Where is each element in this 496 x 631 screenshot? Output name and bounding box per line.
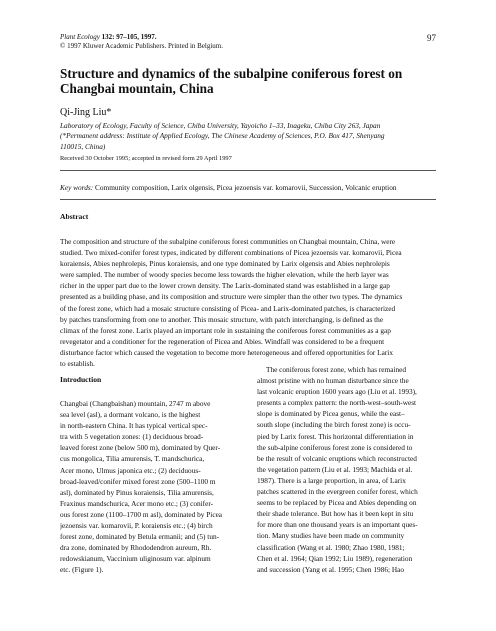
intro-line: cus mongolica, Tilia amurensis, T. mandschurica, (60, 454, 205, 464)
abstract-line: disturbance factor which caused the vegetation to become more heterogeneous and offered opportunities for Larix (60, 347, 393, 357)
intro-line: seems to be replaced by Picea and Abies depending on (257, 498, 417, 508)
page-number: 97 (427, 33, 436, 43)
intro-line: jezoensis var. komarovii, P. koraiensis etc.; (4) birch (60, 521, 213, 531)
article-title: Structure and dynamics of the subalpine coniferous forest on Changbai mountain, China (60, 66, 403, 96)
affiliation-line: Laboratory of Ecology, Faculty of Science, Chiba University, Yayoicho 1–33, Inageku, Chiba City 263, Japan (60, 121, 381, 130)
abstract-line: to establish. (60, 359, 95, 369)
abstract-line: by patches transforming from one to another. This mosaic structure, with patch interchanging, is defined as the (60, 314, 384, 324)
intro-line: slope is dominated by Picea genus, while the east– (257, 409, 405, 419)
affiliation-line: (*Permanent address: Institute of Applied Ecology, The Chinese Academy of Sciences, P.O. Box 417, Shenyang (60, 131, 385, 141)
abstract-line: richer in the upper part due to the lower crown density. The Larix-dominated stand was established in a large gap (60, 281, 390, 291)
abstract-line: of the forest zone, which had a mosaic structure consisting of Picea- and Larix-dominated patches, is characterized (60, 303, 396, 313)
abstract-body (60, 236, 440, 369)
keywords-label: Key words: (60, 183, 94, 192)
received-dates: Received 30 October 1995; accepted in revised form 29 April 1997 (60, 155, 232, 162)
intro-line: Fraxinus mandschurica, Acer mono etc.; (3) conifer- (60, 498, 214, 508)
intro-line: ous forest zone (1100–1700 m asl), dominated by Picea (60, 509, 223, 519)
intro-line: etc. (Figure 1). (60, 565, 104, 575)
affiliation-line: 110015, China) (60, 141, 106, 151)
intro-line: classification (Wang et al. 1980; Zhao 1980, 1981; (257, 542, 405, 552)
intro-line: the vegetation pattern (Liu et al. 1993; Machida et al. (257, 464, 413, 474)
abstract-heading: Abstract (60, 212, 89, 221)
keywords-line (60, 183, 397, 192)
intro-left-column (60, 398, 243, 576)
intro-line: presents a complex pattern: the north-west–south-west (257, 398, 417, 408)
intro-line: patches scattered in the evergreen conifer forest, which (257, 487, 418, 497)
intro-line: The coniferous forest zone, which has remained (266, 365, 407, 374)
intro-line: broad-leaved/conifer mixed forest zone (500–1100 m (60, 476, 216, 486)
intro-line: for more than one thousand years is an important ques- (257, 520, 418, 530)
intro-line: tion. Many studies have been made on community (257, 531, 405, 541)
journal-header (60, 33, 223, 50)
intro-line: almost pristine with no human disturbance since the (257, 376, 409, 386)
intro-line: Chen et al. 1964; Qian 1992; Liu 1989), regeneration (257, 553, 413, 563)
abstract-line: The composition and structure of the subalpine coniferous forest communities on Changbai mountain, China, were (60, 237, 396, 246)
abstract-line: studied. Two mixed-conifer forest types, indicated by different combinations of Picea jezoensis var. komarovii, Picea (60, 248, 402, 258)
abstract-line: presented as a building phase, and its composition and structure were simpler than the other two types. The dynamics (60, 292, 403, 302)
volume-pages: 132: 97–105, 1997. (101, 33, 157, 41)
intro-line: tra with 5 vegetation zones: (1) deciduous broad- (60, 432, 204, 442)
intro-line: last volcanic eruption 1600 years ago (Liu et al. 1993), (257, 387, 417, 397)
copyright-line: © 1997 Kluwer Academic Publishers. Printed in Belgium. (60, 41, 223, 50)
intro-line: their shade tolerance. But how has it been kept in situ (257, 509, 414, 519)
intro-line: leaved forest zone (below 500 m), dominated by Quer- (60, 443, 221, 453)
intro-line: and succession (Yang et al. 1995; Chen 1986; Hao (257, 564, 404, 574)
intro-line: sea level (asl), a dormant volcano, is the highest (60, 410, 201, 420)
intro-line: be the result of volcanic eruptions which reconstructed (257, 453, 417, 463)
intro-line: forest zone, dominated by Betula ermanii; and (5) tun- (60, 532, 220, 542)
intro-line: south slope (including the birch forest zone) is occu- (257, 420, 411, 430)
intro-line: asl), dominated by Pinus koraiensis, Tilia amurensis, (60, 487, 214, 497)
intro-line: 1987). There is a large proportion, in area, of Larix (257, 475, 406, 485)
divider-top (60, 170, 436, 171)
intro-line: the sub-alpine coniferous forest zone is considered to (257, 442, 413, 452)
divider-bottom (60, 199, 436, 200)
intro-right-column (257, 364, 440, 575)
author-name: Qi-Jing Liu* (60, 107, 112, 118)
abstract-line: revegetator and a conditioner for the regeneration of Picea and Abies. Windfall was considered to be a frequent (60, 336, 385, 346)
keywords-text: Community composition, Larix olgensis, Picea jezoensis var. komarovii, Succession, Volcanic eruption (95, 183, 397, 192)
intro-line: redowskianum, Vaccinium uliginosum var. alpinum (60, 554, 211, 564)
intro-line: Acer mono, Ulmus japonica etc.; (2) deciduous- (60, 465, 201, 475)
intro-line: pied by Larix forest. This horizontal differentiation in (257, 431, 414, 441)
abstract-line: koraiensis, Abies nephrolepis, Pinus koraiensis, and one type dominated by Larix olgensis and Abies nephrolepis (60, 259, 390, 269)
intro-line: dra zone, dominated by Rhododendron aureum, Rh. (60, 543, 212, 553)
abstract-line: were sampled. The number of woody species become less towards the higher elevation, while the herb layer was (60, 270, 389, 280)
intro-line: in north-eastern China. It has typical vertical spec- (60, 421, 208, 431)
author-affiliation (60, 121, 440, 152)
intro-line: Changbai (Changbaishan) mountain, 2747 m above (60, 399, 211, 408)
journal-name: Plant Ecology (60, 33, 100, 41)
introduction-heading: Introduction (60, 375, 102, 384)
journal-citation (60, 33, 223, 42)
abstract-line: climax of the forest zone. Larix played an important role in sustaining the coniferous forest communities as a gap (60, 325, 391, 335)
